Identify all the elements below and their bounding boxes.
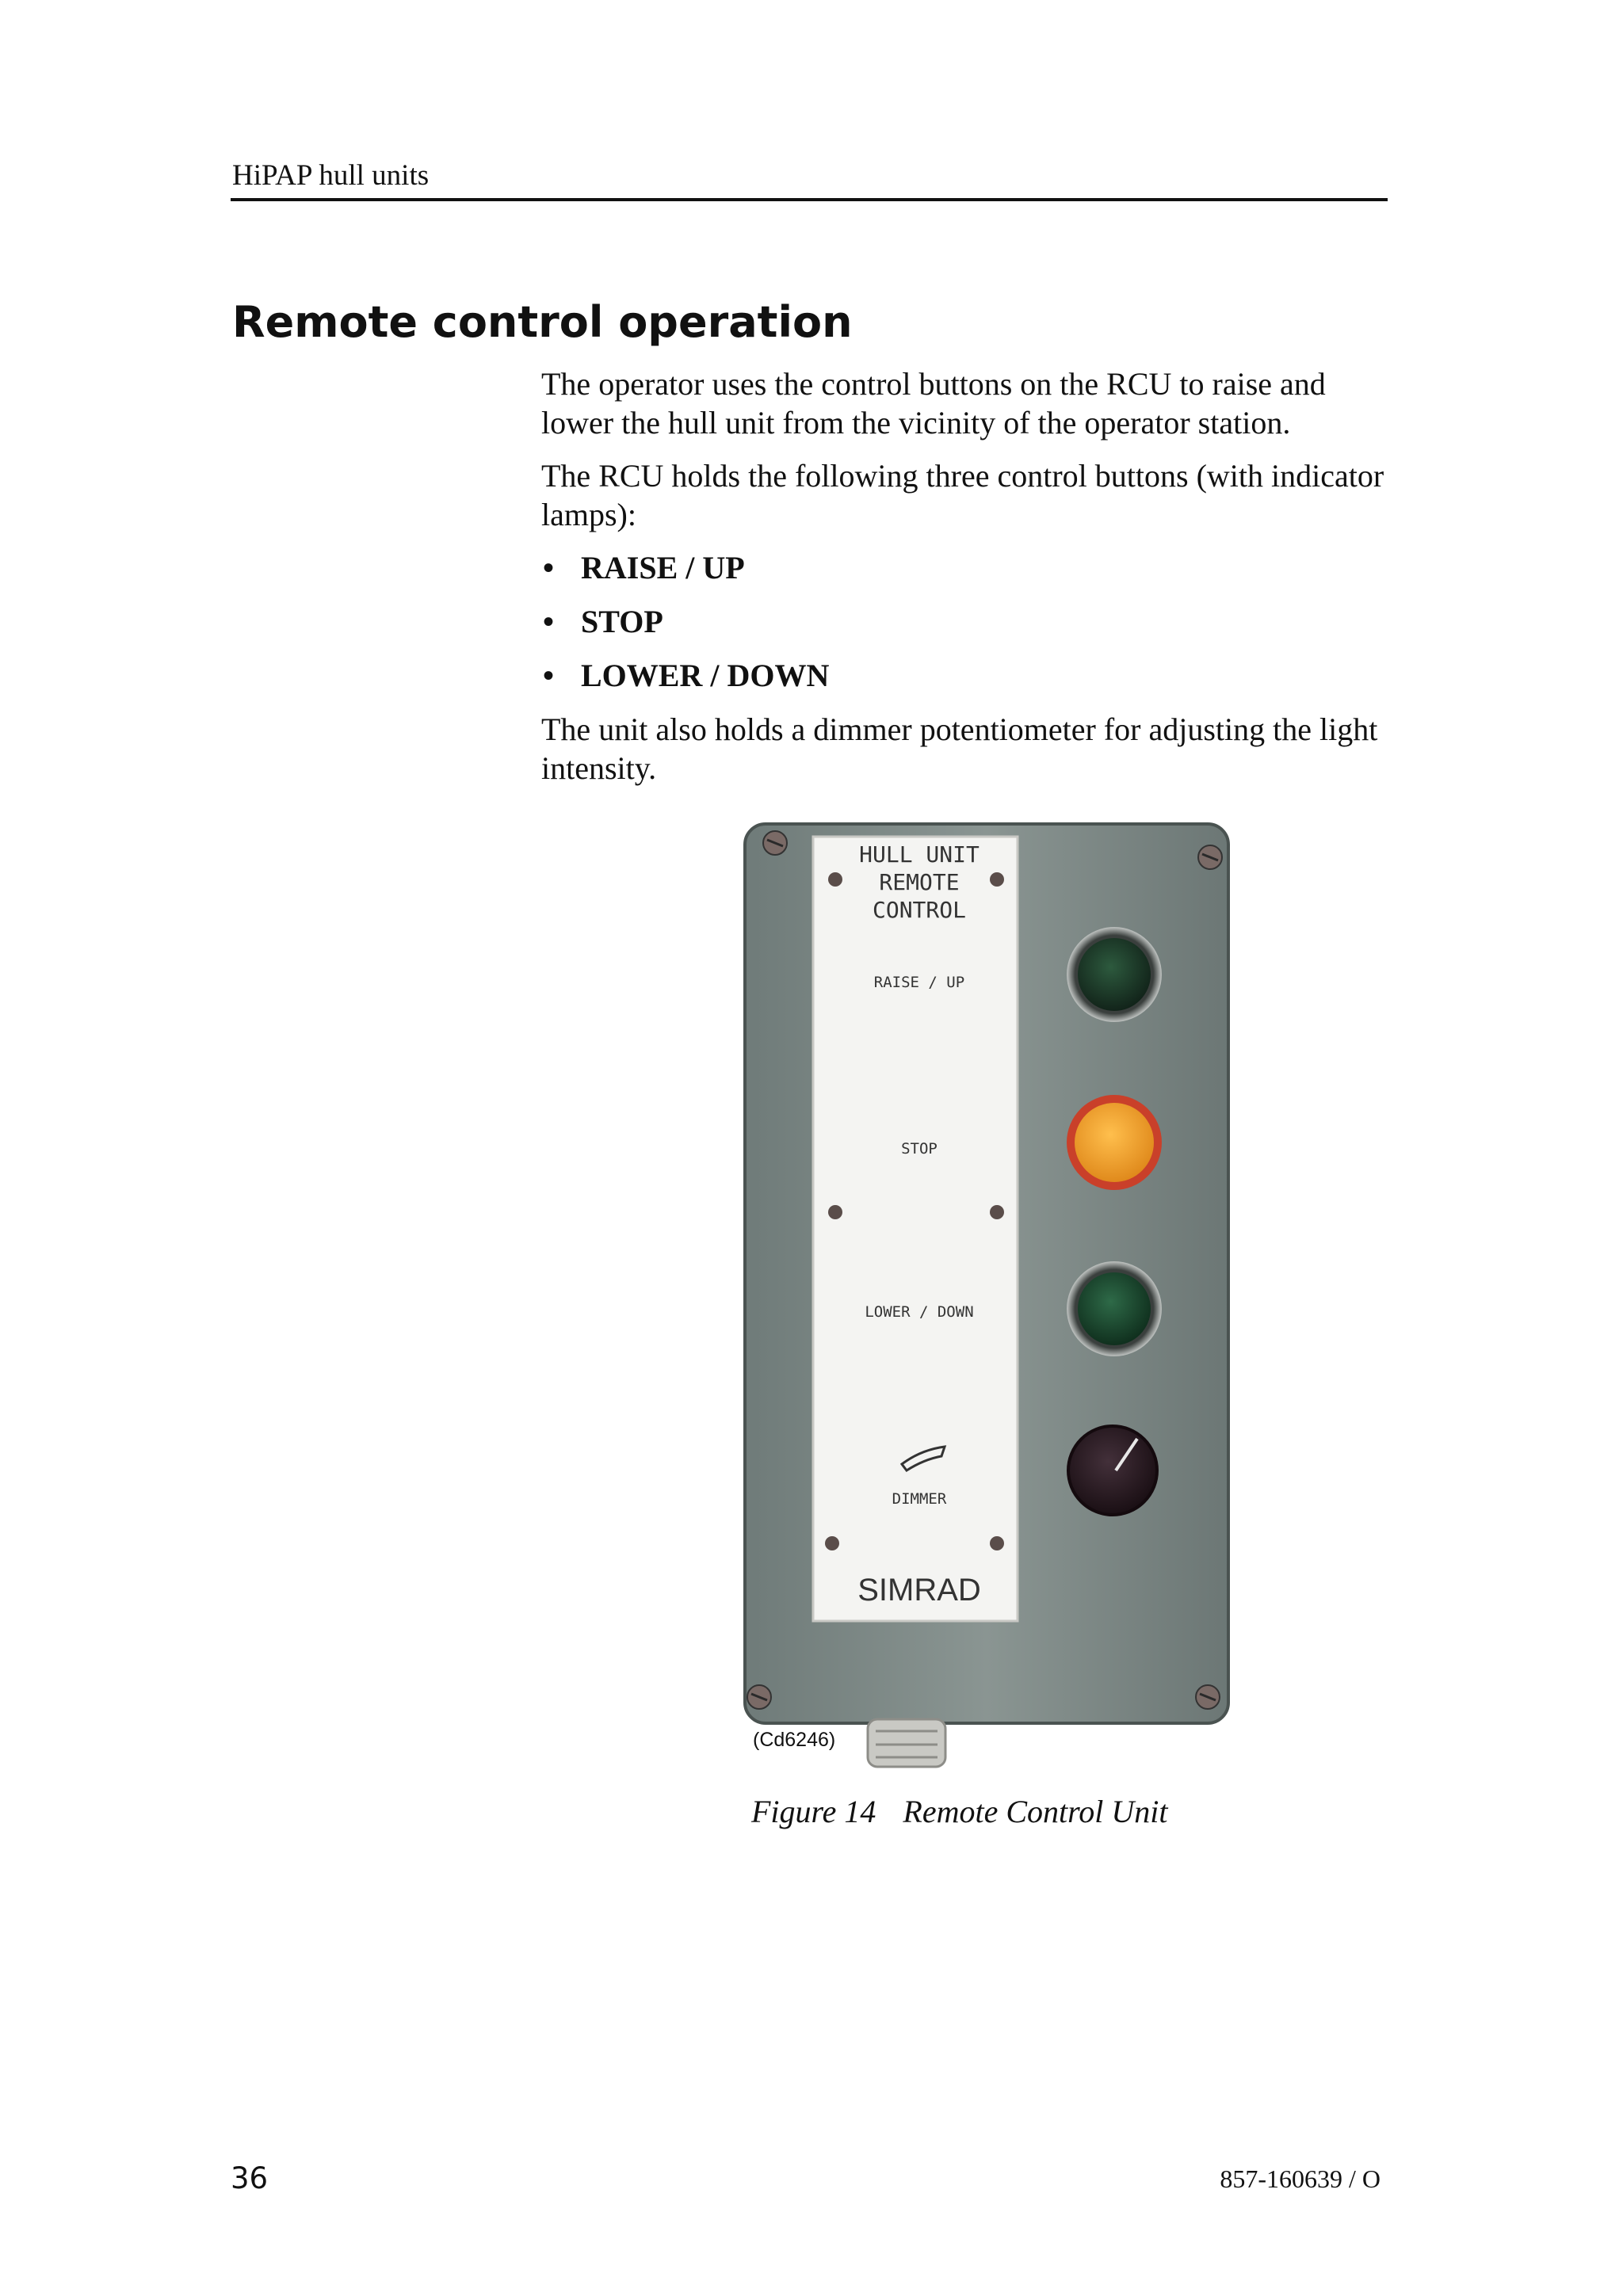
paragraph: The unit also holds a dimmer potentiometer for adjusting the light intensity. (541, 711, 1378, 786)
raise-button-lamp-icon (1078, 938, 1151, 1011)
panel-label-lower-down: LOWER / DOWN (865, 1303, 974, 1321)
stop-button-lamp-icon (1075, 1103, 1154, 1182)
list-item-lower-down: • LOWER / DOWN (541, 656, 1397, 695)
figure-image-code: (Cd6246) (753, 1729, 836, 1751)
caption-label: Figure 14 (751, 1794, 876, 1829)
document-number: 857-160639 / O (1220, 2164, 1381, 2193)
page-number: 36 (231, 2161, 269, 2195)
figure-caption (751, 1792, 1167, 1832)
paragraph: The operator uses the control buttons on the RCU to raise and lower the hull unit from the vicinity of the operator station. (541, 366, 1326, 441)
cable-gland-icon (868, 1719, 945, 1767)
button-list (541, 548, 1397, 695)
panel-label-raise-up: RAISE / UP (873, 974, 965, 991)
panel-title-line-1: HULL UNIT (859, 841, 980, 868)
panel-title-line-3: CONTROL (872, 897, 967, 923)
caption-text: Remote Control Unit (903, 1794, 1168, 1829)
remote-control-unit-figure (737, 816, 1252, 1775)
dimmer-knob-icon (1068, 1426, 1157, 1515)
header-rule (231, 198, 1388, 201)
rcu-illustration (737, 816, 1252, 1775)
simrad-logo: SIMRAD (857, 1573, 981, 1608)
body-text (541, 364, 1397, 802)
lower-button-lamp-icon (1078, 1272, 1151, 1345)
running-header: HiPAP hull units (232, 159, 430, 192)
list-item-stop: • STOP (541, 602, 1397, 641)
panel-label-dimmer: DIMMER (892, 1490, 947, 1508)
panel-title-line-2: REMOTE (879, 869, 960, 895)
paragraph: The RCU holds the following three control buttons (with indicator lamps): (541, 458, 1384, 532)
section-title: Remote control operation (232, 297, 853, 347)
list-item-raise-up: • RAISE / UP (541, 548, 1397, 587)
panel-label-stop: STOP (901, 1140, 938, 1158)
